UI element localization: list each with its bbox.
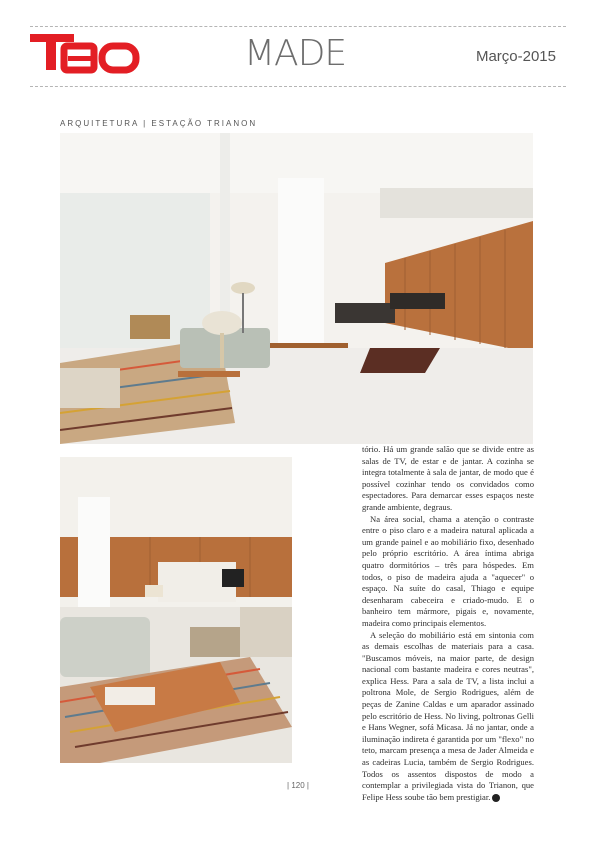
page-number: | 120 |: [287, 781, 309, 790]
teo-logo: [30, 32, 140, 76]
section-label: ARQUITETURA | ESTAÇÃO TRIANON: [60, 119, 258, 128]
header-top-rule: [30, 26, 566, 27]
article-paragraph-text: A seleção do mobiliário está em sintonia com as demais escolhas de materiais para a casa. "Buscamos móveis, na maior parte, de design nacional com bastante madeira e cores neutras", explica Hess. Para a sala de TV, a lista inclui a poltrona Mole, de Sergio Rodrigues, além de peças de Zanine Caldas e um aparador assinado pelo escritório de Hess. No living, poltronas Gelli e Hans Wegner, sofá Micasa. Já no jantar, onde a iluminação indireta é garantida por um "flexo" no teto, marcam presença a mesa de Jader Almeida e as cadeiras Lucia, também de Sergio Rodrigues. Todos os assentos dispostos de modo a contemplar a privilegiada vista do Trianon, que Felipe Hess soube tão bem prestigiar.: [362, 629, 534, 802]
article-paragraph: [362, 630, 534, 804]
end-mark-icon: T: [492, 794, 500, 802]
article-paragraph: tório. Há um grande salão que se divide entre as salas de TV, de estar e de jantar. A cozinha se integra totalmente à sala de jantar, de modo que é possível cozinhar tendo os convidados como espectadores. Para demarcar esses espaços neste grande ambiente, degraus.: [362, 444, 534, 512]
article-paragraph: Na área social, chama a atenção o contraste entre o piso claro e a madeira natural aplicada a um grande painel e ao mobiliário fixo, desenhado pelo próprio escritório. A área íntima abriga quatro dormitórios – três para hóspedes. Em todos, o piso de madeira ajuda a "aquecer" o espaço. Na suíte do casal, Thiago e equipe desenharam cabeceira e criado-mudo. E o banheiro tem mármore, pigais e, novamente, madeira como principais elementos.: [362, 513, 534, 628]
magazine-title: MADE: [244, 33, 347, 74]
tv-room-photo: [60, 457, 292, 763]
living-room-photo: [60, 133, 533, 444]
article-body: [362, 444, 534, 803]
header-bottom-rule: [30, 86, 566, 87]
issue-date: Março-2015: [475, 48, 556, 65]
